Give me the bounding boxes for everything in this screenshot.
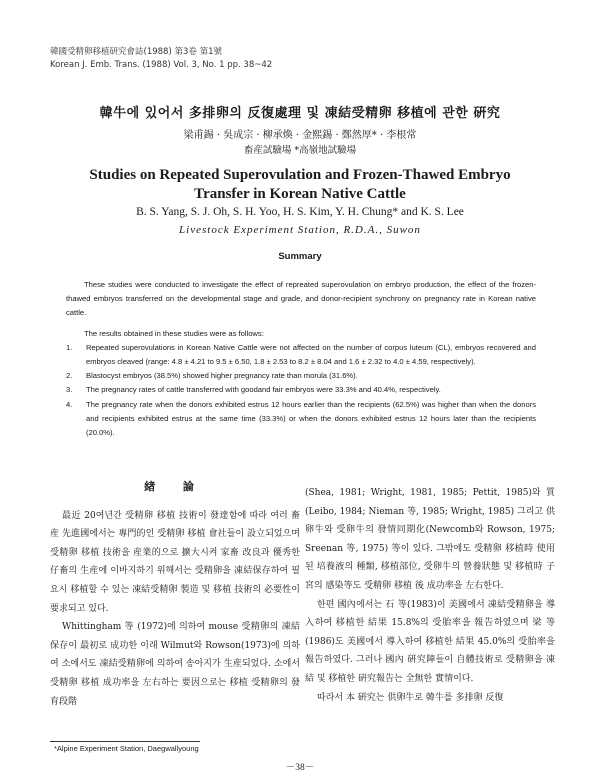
result-number: 1. [66, 342, 73, 352]
authors-korean: 梁甫錫 · 吳成宗 · 柳承煥 · 金熙錫 · 鄭然厚* · 李根常 [183, 130, 417, 141]
result-item [66, 341, 536, 369]
body-paragraph: 最近 20여년간 受精卵 移植 技術이 發達함에 따라 여러 畜産 先進國에서는 專門的인 受精卵 移植 會社들이 設立되었으며 受精卵 移植 技術을 産業的으로 擴大시켜 家畜 改良과 優秀한 仔畜의 生産에 이바지하기 위해서는 受精卵을 凍結保存하여 필요시 移植할 수 있는 凍結受精卵 製造 및 移植 技術의 必要性이 要求되고 있다. [50, 510, 300, 614]
body-paragraph: Whittingham 等 (1972)에 의하여 mouse 受精卵의 凍結保存이 最初로 成功한 이래 Wilmut와 Rowson(1973)에 의하여 소에서도 凍結受精卵에 의하여 송아지가 生産되었다. 소에서 受精卵 移植 成功率을 左右하는 要因으로는 移植 受精卵의 發育段階 [50, 622, 300, 707]
result-text: The pregnancy rate when the donors exhibited estrus 12 hours earlier than the recipients (62.5%) was higher than when the donors and recipients exhibited estrus at the same time (33.3%) or when the donors exhibited estrus 12 hours later than the recipients (20.0%). [86, 399, 536, 438]
title-korean: 韓牛에 있어서 多排卵의 反復處理 및 凍結受精卵 移植에 관한 硏究 [99, 106, 501, 121]
result-item [66, 369, 536, 383]
page-number: －38－ [285, 763, 315, 773]
title-english [0, 166, 600, 204]
result-text: The pregnancy rates of cattle transferred with goodand fair embryos were 33.3% and 40.4%, respectively. [86, 385, 441, 395]
body-paragraph: 따라서 本 硏究는 供卵牛로 韓牛를 多排卵 反復 [317, 692, 504, 703]
journal-header [50, 46, 272, 72]
result-text: Repeated superovulations in Korean Native Cattle were not affected on the number of corpus luteum (CL), embryos recovered and embryos cleaved (range: 4.8 ± 4.21 to 9.5 ± 6.50, 1.8 ± 2.53 to 8.2 ± 8.04 and 1.6 ± 2.32 to 4.0 ± 4.59, respectively). [86, 342, 536, 367]
results-list [66, 341, 536, 440]
result-item [66, 383, 536, 397]
result-number: 4. [66, 399, 73, 409]
result-number: 3. [66, 385, 73, 395]
summary-heading: Summary [278, 251, 322, 262]
result-number: 2. [66, 371, 73, 381]
affiliation-english: Livestock Experiment Station, R.D.A., Suwon [179, 224, 421, 236]
body-paragraph: 한편 國內에서는 石 等(1983)이 美國에서 凍結受精卵을 導入하여 移植한 結果 15.8%의 受胎率을 報告하였으며 梁 等 (1986)도 美國에서 導入하여 移植한 結果 45.0%의 受胎率을 報告하였다. 그러나 國內 硏究陣들이 自體技術로 受精卵을 凍結 및 移植한 硏究報告는 全無한 實情이다. [305, 599, 555, 684]
body-column-left [50, 476, 300, 711]
summary-section [66, 278, 536, 440]
authors-english: B. S. Yang, S. J. Oh, S. H. Yoo, H. S. Kim, Y. H. Chung* and K. S. Lee [136, 206, 464, 218]
summary-lead: The results obtained in these studies were as follows: [84, 328, 264, 338]
section-heading-introduction: 緖 論 [144, 480, 206, 493]
result-text: Blastocyst embryos (38.5%) showed higher pregnancy rate than morula (31.6%). [86, 371, 358, 381]
affiliation-korean: 畜産試驗場 *高嶺地試驗場 [243, 145, 357, 156]
summary-intro: These studies were conducted to investigate the effect of repreated superovulation on embryo production, the effect of the frozen-thawed embryos transferred on the developmental stage and grade, and donor-recipient synchrony on pregnancy rate in Korean native cattle. [66, 280, 536, 318]
title-english-line-1: Studies on Repeated Superovulation and Frozen-Thawed Embryo [89, 167, 511, 183]
journal-line-english: Korean J. Emb. Trans. (1988) Vol. 3, No. 1 pp. 38~42 [50, 60, 273, 70]
journal-line-korean: 韓國受精卵移植研究會誌(1988) 第3卷 第1號 [50, 47, 222, 57]
title-english-line-2: Transfer in Korean Native Cattle [194, 186, 406, 202]
body-column-right [305, 484, 555, 707]
result-item [66, 398, 536, 441]
body-paragraph: (Shea, 1981; Wright, 1981, 1985; Pettit, 1985)와 質(Leibo, 1984; Nieman 等, 1985; Wright, 1985) 그리고 供卵牛와 受卵牛의 發情同期化(Newcomb와 Rowson, 1975; Sreenan 等, 1975) 等이 있다. 그밖에도 受精卵 移植時 使用된 培養液의 種類, 移植部位, 受卵牛의 營養狀態 및 移植時 子宮의 感染等도 受精卵 移植 後 成功率을 左右한다. [305, 488, 555, 591]
footnote-rule [50, 741, 200, 742]
footnote: *Alpine Experiment Station, Daegwallyoung [54, 744, 199, 753]
